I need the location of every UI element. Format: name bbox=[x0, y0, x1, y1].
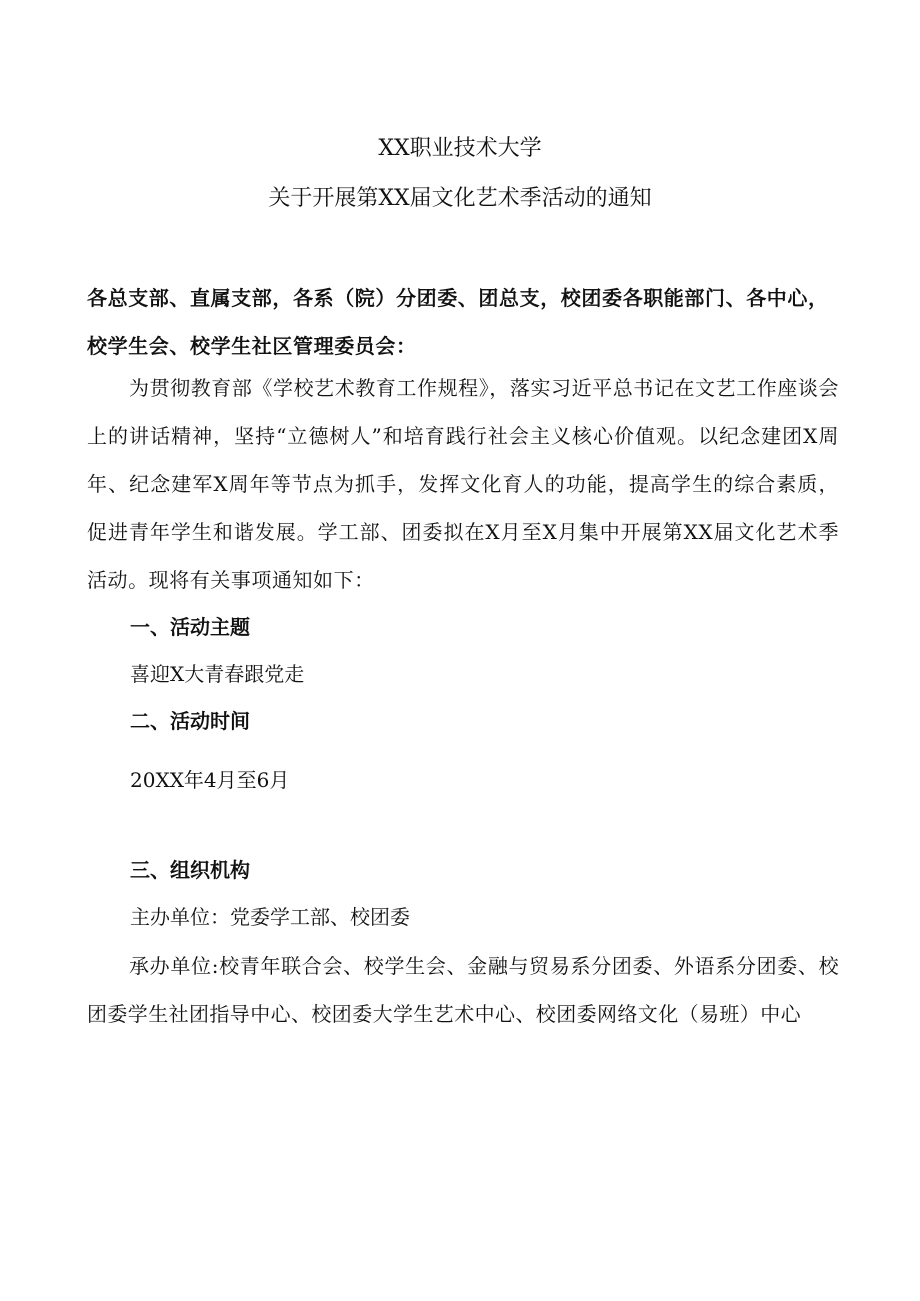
document-title-notice: 关于开展第XX届文化艺术季活动的通知 bbox=[268, 186, 652, 211]
section-heading-organization: 三、组织机构 bbox=[130, 858, 250, 882]
section-content-theme: 喜迎X大青春跟党走 bbox=[130, 662, 305, 686]
section-content-time: 20XX年4月至6月 bbox=[130, 768, 290, 792]
salutation: 各总支部、直属支部，各系（院）分团委、团总支，校团委各职能部门、各中心，校学生会、校学生社区管理委员会： bbox=[87, 286, 829, 358]
section-heading-time: 二、活动时间 bbox=[130, 709, 250, 733]
section-content-organizers: 承办单位:校青年联合会、校学生会、金融与贸易系分团委、外语系分团委、校团委学生社团指导中心、校团委大学生艺术中心、校团委网络文化（易班）中心 bbox=[87, 954, 839, 1026]
section-content-host: 主办单位：党委学工部、校团委 bbox=[130, 905, 410, 929]
intro-paragraph: 为贯彻教育部《学校艺术教育工作规程》，落实习近平总书记在文艺工作座谈会上的讲话精神，坚持“立德树人”和培育践行社会主义核心价值观。以纪念建团X周年、纪念建军X周年等节点为抓手，发挥文化育人的功能，提高学生的综合素质，促进青年学生和谐发展。学工部、团委拟在X月至X月集中开展第XX届文化艺术季活动。现将有关事项通知如下： bbox=[87, 376, 839, 592]
section-heading-theme: 一、活动主题 bbox=[130, 615, 250, 639]
document-title-institution: XX职业技术大学 bbox=[378, 136, 542, 161]
